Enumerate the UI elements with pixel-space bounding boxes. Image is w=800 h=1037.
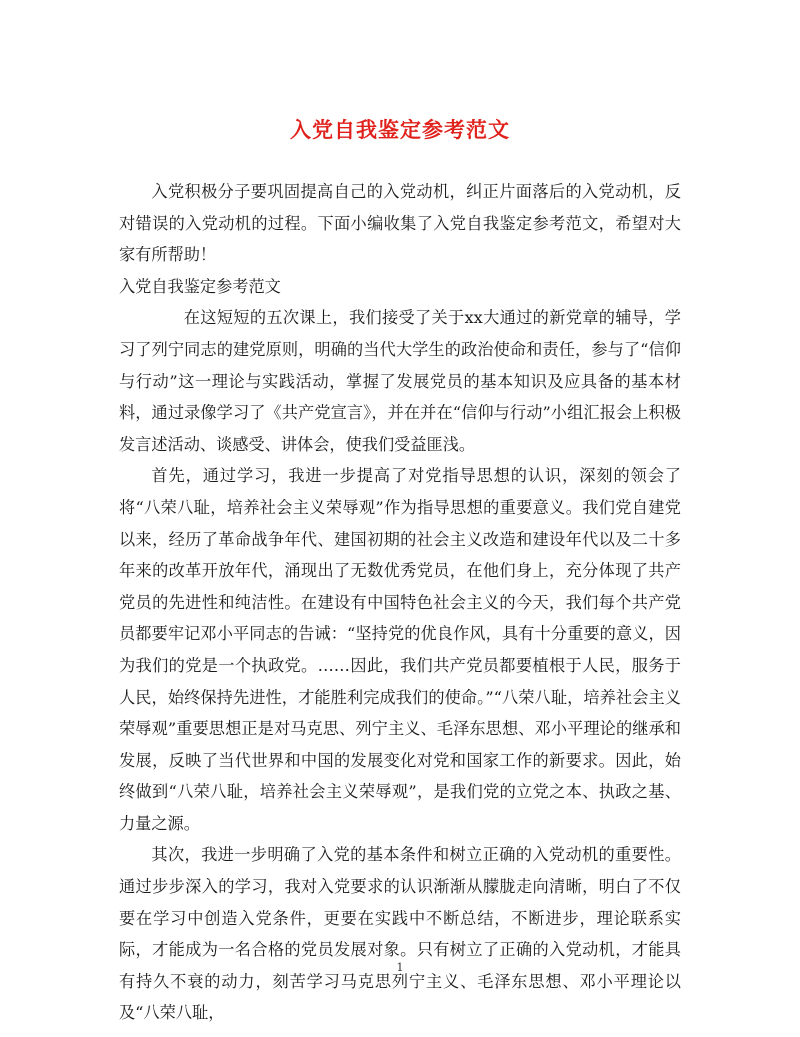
subheading: 入党自我鉴定参考范文 — [119, 276, 281, 296]
body-paragraph-2: 首先，通过学习，我进一步提高了对党指导思想的认识，深刻的领会了将“八荣八耻，培养社会主义荣辱观”作为指导思想的重要意义。我们党自建党以来，经历了革命战争年代、建国初期的社会主义改造和建设年代以及二十多年来的改革开放年代，涌现出了无数优秀党员，在他们身上，充分体现了共产党员的先进性和纯洁性。在建设有中国特色社会主义的今天，我们每个共产党员都要牢记邓小平同志的告诫：“坚持党的优良作风，具有十分重要的意义，因为我们的党是一个执政党。……因此，我们共产党员都要植根于人民，服务于人民，始终保持先进性，才能胜利完成我们的使命。”“八荣八耻，培养社会主义荣辱观”重要思想正是对马克思、列宁主义、毛泽东思想、邓小平理论的继承和发展，反映了当代世界和中国的发展变化对党和国家工作的新要求。因此，始终做到“八荣八耻，培养社会主义荣辱观”，是我们党的立党之本、执政之基、力量之源。 — [119, 466, 681, 833]
document-title: 入党自我鉴定参考范文 — [290, 117, 510, 142]
body-paragraph-1: 在这短短的五次课上，我们接受了关于xx大通过的新党章的辅导，学习了列宁同志的建党原则，明确的当代大学生的政治使命和责任，参与了“信仰与行动”这一理论与实践活动，掌握了发展党员的基本知识及应具备的基本材料，通过录像学习了《共产党宣言》，并在并在“信仰与行动”小组汇报会上积极发言述活动、谈感受、讲体会，使我们受益匪浅。 — [119, 308, 681, 454]
body-paragraph-3: 其次，我进一步明确了入党的基本条件和树立正确的入党动机的重要性。通过步步深入的学习，我对入党要求的认识渐渐从朦胧走向清晰，明白了不仅要在学习中创造入党条件，更要在实践中不断总结，不断进步，理论联系实际，才能成为一名合格的党员发展对象。只有树立了正确的入党动机，才能具有持久不衰的动力，刻苦学习马克思列宁主义、毛泽东思想、邓小平理论以及“八荣八耻， — [119, 845, 681, 1023]
document-body — [119, 176, 681, 1029]
page-number: 1 — [396, 961, 404, 974]
intro-paragraph: 入党积极分子要巩固提高自己的入党动机，纠正片面落后的入党动机，反对错误的入党动机的过程。下面小编收集了入党自我鉴定参考范文，希望对大家有所帮助！ — [119, 182, 681, 265]
